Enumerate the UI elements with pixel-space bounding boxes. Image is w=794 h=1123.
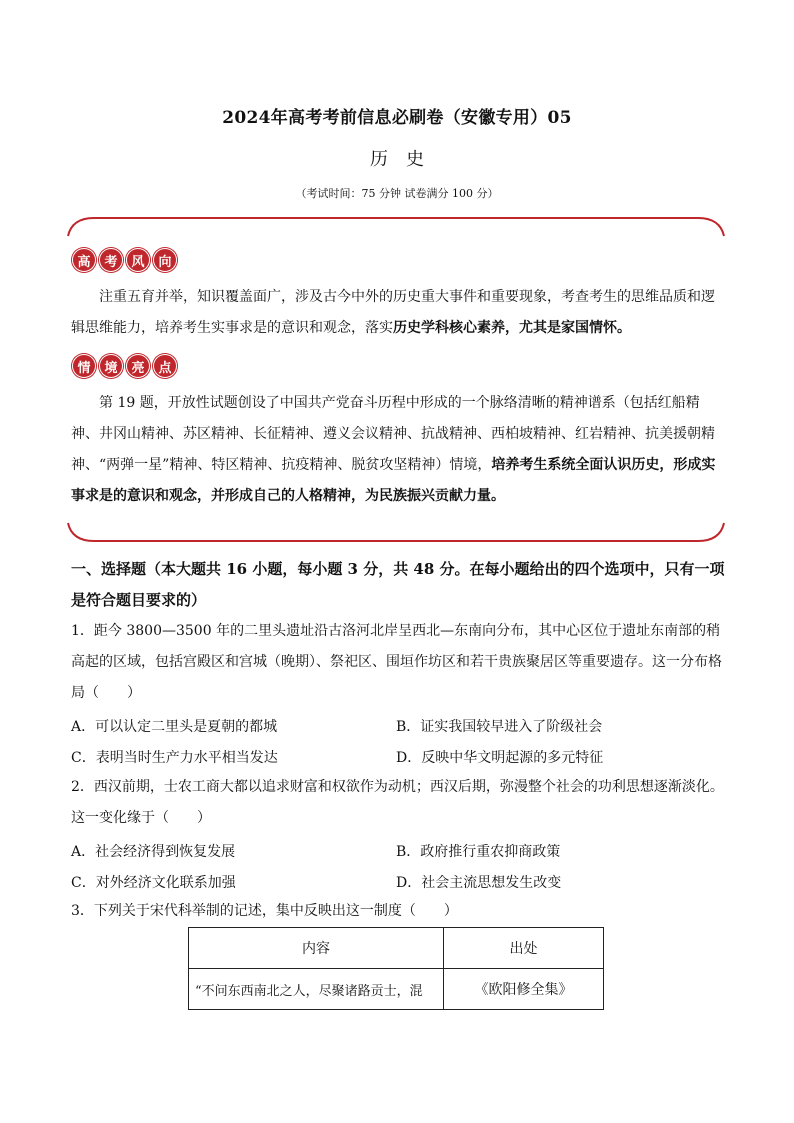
question-1-stem: 1．距今 3800—3500 年的二里头遗址沿古洛河北岸呈西北—东南向分布，其中心区位于遗址东南部的稍高起的区域，包括宫殿区和宫城（晚期）、祭祀区、围垣作坊区和若干贵族聚居区等重要遗存。这一分布格局（ ）	[71, 623, 722, 701]
question-2-option-a[interactable]: A．社会经济得到恢复发展	[71, 844, 236, 860]
badge-exam-trend	[72, 248, 177, 272]
question-1-option-c[interactable]: C．表明当时生产力水平相当发达	[71, 750, 278, 766]
question-2-option-b[interactable]: B．政府推行重农抑商政策	[396, 844, 561, 860]
table-header-cell: 出处	[444, 928, 604, 969]
table-row	[189, 969, 604, 1010]
badge-char: 境	[99, 354, 123, 378]
paragraph-text: 第 19 题，开放性试题创设了中国共产党奋斗历程中形成的一个脉络清晰的精神谱系（包括红船精神、井冈山精神、苏区精神、长征精神、遵义会议精神、抗战精神、西柏坡精神、红岩精神、抗美援朝精神、“两弹一星”精神、特区精神、抗疫精神、脱贫攻坚精神）情境，	[71, 395, 715, 473]
question-2-option-c[interactable]: C．对外经济文化联系加强	[71, 875, 236, 891]
question-1-option-d[interactable]: D．反映中华文明起源的多元特征	[396, 750, 604, 766]
exam-trend-paragraph	[71, 282, 727, 344]
paragraph-emphasis: 历史学科核心素养，尤其是家国情怀。	[393, 320, 631, 336]
badge-char: 点	[153, 354, 177, 378]
table-cell: 《欧阳修全集》	[444, 969, 604, 1010]
subject-title: 历史	[370, 149, 442, 170]
question-3-stem: 3．下列关于宋代科举制的记述，集中反映出这一制度（ ）	[71, 903, 458, 919]
section-heading: 一、选择题（本大题共 16 小题，每小题 3 分，共 48 分。在每小题给出的四个选项中，只有一项是符合题目要求的）	[71, 560, 725, 609]
table-cell: “不问东西南北之人，尽聚诸路贡士，混	[189, 969, 444, 1010]
badge-char: 风	[126, 248, 150, 272]
highlights-paragraph	[71, 388, 727, 512]
badge-char: 高	[72, 248, 96, 272]
paragraph-text: 注重五育并举，知识覆盖面广，涉及古今中外的历史重大事件和重要现象，考查考生的思维品质和逻辑思维能力，培养考生实事求是的意识和观念，落实	[71, 289, 715, 336]
exam-info: （考试时间：75 分钟 试卷满分 100 分）	[295, 187, 499, 200]
question-1-option-a[interactable]: A．可以认定二里头是夏朝的都城	[71, 719, 278, 735]
badge-char: 情	[72, 354, 96, 378]
badge-char: 向	[153, 248, 177, 272]
badge-char: 考	[99, 248, 123, 272]
question-2-stem: 2．西汉前期，士农工商大都以追求财富和权欲作为动机；西汉后期，弥漫整个社会的功利思想逐渐淡化。这一变化缘于（ ）	[71, 779, 724, 826]
question-3-table	[188, 927, 604, 1010]
question-2-option-d[interactable]: D．社会主流思想发生改变	[396, 875, 562, 891]
table-header-cell: 内容	[189, 928, 444, 969]
badge-char: 亮	[126, 354, 150, 378]
paper-title: 2024年高考考前信息必刷卷（安徽专用）05	[222, 108, 572, 128]
paragraph-emphasis: 培养考生系统全面认识历史，形成实事求是的意识和观念，并形成自己的人格精神，为民族振兴贡献力量。	[71, 457, 716, 504]
table-header-row	[189, 928, 604, 969]
question-1-option-b[interactable]: B．证实我国较早进入了阶级社会	[396, 719, 603, 735]
badge-highlights	[72, 354, 177, 378]
